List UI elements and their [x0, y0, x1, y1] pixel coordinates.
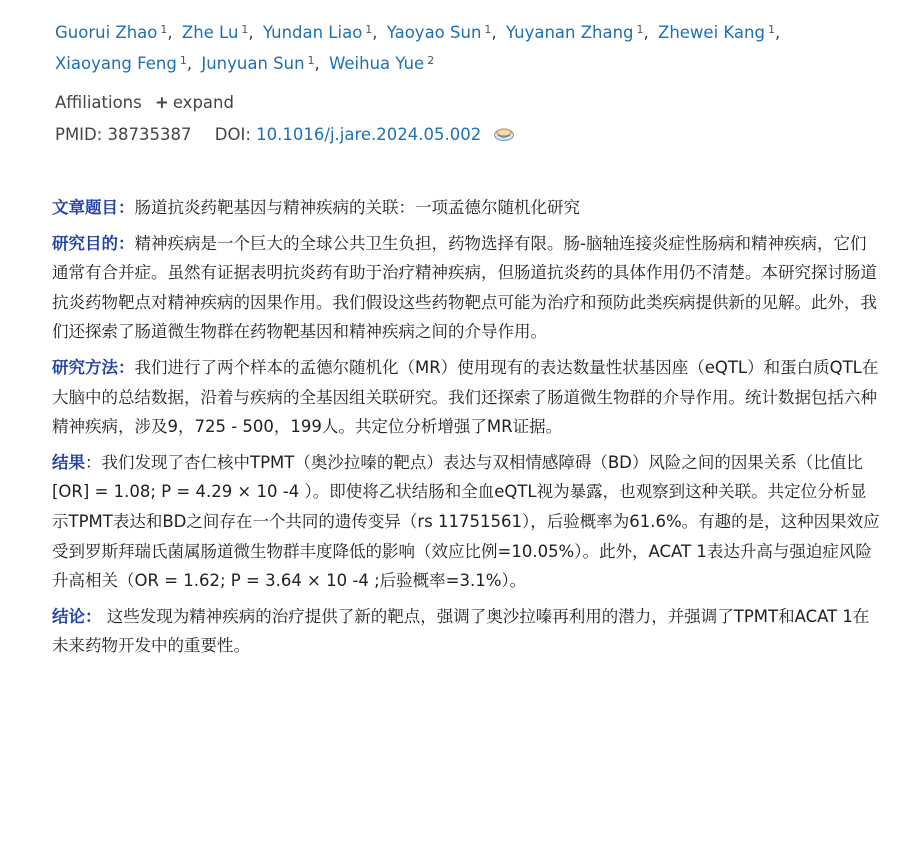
abstract-results: [52, 448, 882, 596]
section-text: 精神疾病是一个巨大的全球公共卫生负担，药物选择有限。肠-脑轴连接炎症性肠病和精神疾病，它们通常有合并症。虽然有证据表明抗炎药有助于治疗精神疾病，但肠道抗炎药的具体作用仍不清楚。本研究探讨肠道抗炎药物靶点对精神疾病的因果作用。我们假设这些药物靶点可能为治疗和预防此类疾病提供新的见解。此外，我们还探索了肠道微生物群在药物靶基因和精神疾病之间的介导作用。: [52, 233, 877, 342]
article-header: [55, 16, 885, 150]
author-link[interactable]: Yaoyao Sun: [386, 23, 482, 42]
author-link[interactable]: Weihua Yue: [329, 54, 425, 73]
author-link[interactable]: Junyuan Sun: [201, 54, 305, 73]
section-label: 研究方法：: [52, 357, 135, 377]
affiliation-ref[interactable]: 1: [160, 23, 168, 36]
author-link[interactable]: Zhe Lu: [181, 23, 239, 42]
affiliations-toggle[interactable]: [55, 90, 885, 116]
abstract: [52, 193, 882, 667]
doi-link[interactable]: 10.1016/j.jare.2024.05.002: [256, 125, 482, 144]
author: [55, 54, 187, 73]
author: [55, 23, 167, 42]
section-label: 研究目的：: [52, 233, 135, 253]
abstract-methods: [52, 353, 882, 442]
section-label: 结论：: [52, 606, 102, 626]
abstract-purpose: [52, 229, 882, 347]
affiliation-ref[interactable]: 1: [767, 23, 775, 36]
author-link[interactable]: Yundan Liao: [262, 23, 363, 42]
affiliation-ref[interactable]: 1: [307, 54, 315, 67]
section-text: ：我们发现了杏仁核中TPMT（奥沙拉嗪的靶点）表达与双相情感障碍（BD）风险之间的因果关系（比值比[OR] = 1.08; P = 4.29 × 10 -4 ）。即使将乙状结肠和全血eQTL视为暴露，也观察到这种关联。共定位分析显示TPMT表达和BD之间存在一个共同的遗传变异（rs 11751561），后验概率为61.6%。有趣的是，这种因果效应受到罗斯拜瑞氏菌属肠道微生物群丰度降低的影响（效应比例=10.05%）。此外，ACAT 1表达升高与强迫症风险升高相关（OR = 1.62; P = 3.64 × 10 -4 ;后验概率=3.1%）。: [52, 452, 880, 591]
affiliation-ref[interactable]: 1: [179, 54, 187, 67]
author-link[interactable]: Zhewei Kang: [658, 23, 765, 42]
affiliation-ref[interactable]: 1: [484, 23, 492, 36]
abstract-title: [52, 193, 882, 223]
section-label: 结果: [52, 452, 85, 472]
abstract-conclusion: [52, 602, 882, 661]
author: [201, 54, 314, 73]
author-link[interactable]: Guorui Zhao: [55, 23, 158, 42]
affiliation-ref[interactable]: 1: [365, 23, 373, 36]
section-text: 肠道抗炎药靶基因与精神疾病的关联：一项孟德尔随机化研究: [134, 198, 580, 217]
author: [182, 23, 249, 42]
author-link[interactable]: Xiaoyang Feng: [55, 54, 177, 73]
affiliation-ref[interactable]: 1: [636, 23, 644, 36]
affiliation-ref[interactable]: 2: [427, 54, 435, 67]
pmid: PMID: 38735387: [55, 125, 192, 144]
author-link[interactable]: Yuyanan Zhang: [505, 23, 634, 42]
identifiers: [55, 122, 885, 150]
author: [387, 23, 492, 42]
plus-icon: +: [154, 93, 169, 112]
affiliations-label: Affiliations: [55, 93, 142, 112]
author-list: Guorui Zhao $^1$, Zhe Lu $^1$, Yundan Liao $^1$, Yaoyao Sun $^1$, Yuyanan Zhang $^1$, Zhewei Kang $^1$, Xiaoyang Feng $^1$, Junyuan Sun $^1$, Weihua Yue $^2$: [55, 23, 781, 73]
link-icon[interactable]: [493, 124, 515, 150]
expand-button[interactable]: [155, 93, 234, 112]
author: [658, 23, 775, 42]
author: [263, 23, 372, 42]
section-label: 文章题目：: [52, 198, 135, 217]
author: [506, 23, 644, 42]
section-text: 这些发现为精神疾病的治疗提供了新的靶点，强调了奥沙拉嗪再利用的潜力，并强调了TPMT和ACAT 1在未来药物开发中的重要性。: [52, 606, 870, 656]
expand-label: expand: [172, 93, 234, 112]
doi-label: DOI:: [214, 125, 251, 144]
section-text: 我们进行了两个样本的孟德尔随机化（MR）使用现有的表达数量性状基因座（eQTL）和蛋白质QTL在大脑中的总结数据，沿着与疾病的全基因组关联研究。我们还探索了肠道微生物群的介导作用。统计数据包括六种精神疾病，涉及9，725 - 500，199人。共定位分析增强了MR证据。: [52, 357, 879, 437]
affiliation-ref[interactable]: 1: [241, 23, 249, 36]
author: [329, 54, 434, 73]
